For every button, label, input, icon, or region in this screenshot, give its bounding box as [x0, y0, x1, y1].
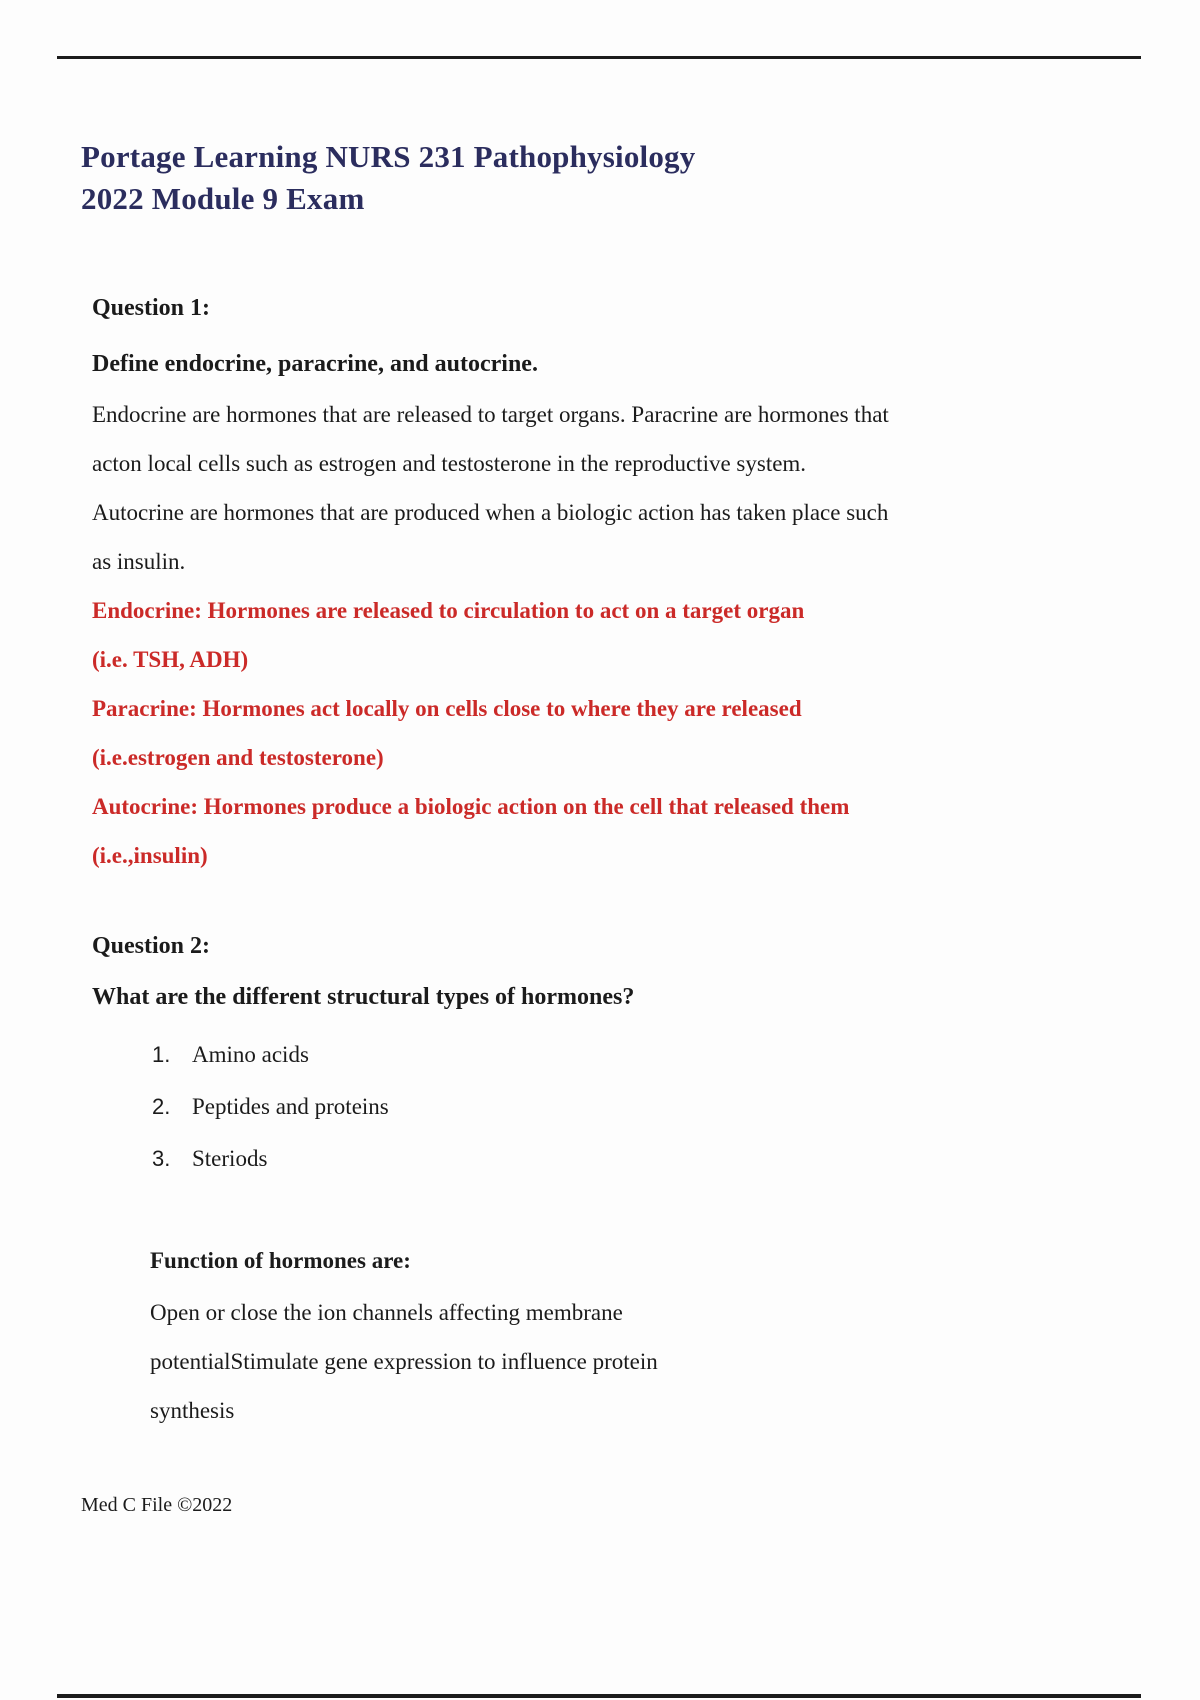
- body-line: Open or close the ion channels affecting membrane: [150, 1300, 623, 1325]
- answer-key-line: Autocrine: Hormones produce a biologic action on the cell that released them: [92, 794, 850, 819]
- question-2-label: Question 2:: [92, 933, 211, 959]
- list-item-number: 2.: [152, 1094, 171, 1119]
- answer-key-line: (i.e.,insulin): [92, 843, 208, 868]
- question-1-student-answer: [92, 390, 889, 586]
- answer-key-line: Endocrine: Hormones are released to circulation to act on a target organ: [92, 598, 805, 623]
- hormone-types-list: [152, 1029, 389, 1185]
- list-item-text: Peptides and proteins: [192, 1094, 389, 1119]
- document-title-line-2: 2022 Module 9 Exam: [81, 181, 365, 216]
- question-1-prompt: Define endocrine, paracrine, and autocrine.: [92, 351, 538, 377]
- bottom-horizontal-rule: [57, 1694, 1141, 1698]
- list-item-text: Amino acids: [192, 1042, 309, 1067]
- document-title: [81, 136, 695, 220]
- question-2-prompt: What are the different structural types of hormones?: [92, 984, 635, 1010]
- top-horizontal-rule: [57, 56, 1141, 59]
- list-item: [152, 1029, 389, 1081]
- hormone-functions-subheading: Function of hormones are:: [150, 1248, 411, 1273]
- answer-line: Endocrine are hormones that are released to target organs. Paracrine are hormones that: [92, 402, 889, 427]
- answer-key-line: (i.e.estrogen and testosterone): [92, 745, 384, 770]
- answer-key-line: Paracrine: Hormones act locally on cells close to where they are released: [92, 696, 802, 721]
- document-title-line-1: Portage Learning NURS 231 Pathophysiology: [81, 139, 696, 174]
- question-1-answer-key: [92, 586, 849, 880]
- body-line: synthesis: [150, 1398, 235, 1423]
- list-item-number: 3.: [152, 1146, 171, 1171]
- hormone-functions-body: [150, 1288, 658, 1435]
- body-line: potentialStimulate gene expression to influence protein: [150, 1349, 658, 1374]
- answer-line: acton local cells such as estrogen and testosterone in the reproductive system.: [92, 451, 807, 476]
- answer-line: Autocrine are hormones that are produced when a biologic action has taken place such: [92, 500, 889, 525]
- list-item-text: Steriods: [192, 1146, 268, 1171]
- copyright-footer: Med C File ©2022: [81, 1494, 233, 1516]
- question-1-label: Question 1:: [92, 295, 211, 321]
- answer-line: as insulin.: [92, 549, 186, 574]
- list-item: [152, 1081, 389, 1133]
- list-item: [152, 1133, 389, 1185]
- answer-key-line: (i.e. TSH, ADH): [92, 647, 249, 672]
- list-item-number: 1.: [152, 1042, 171, 1067]
